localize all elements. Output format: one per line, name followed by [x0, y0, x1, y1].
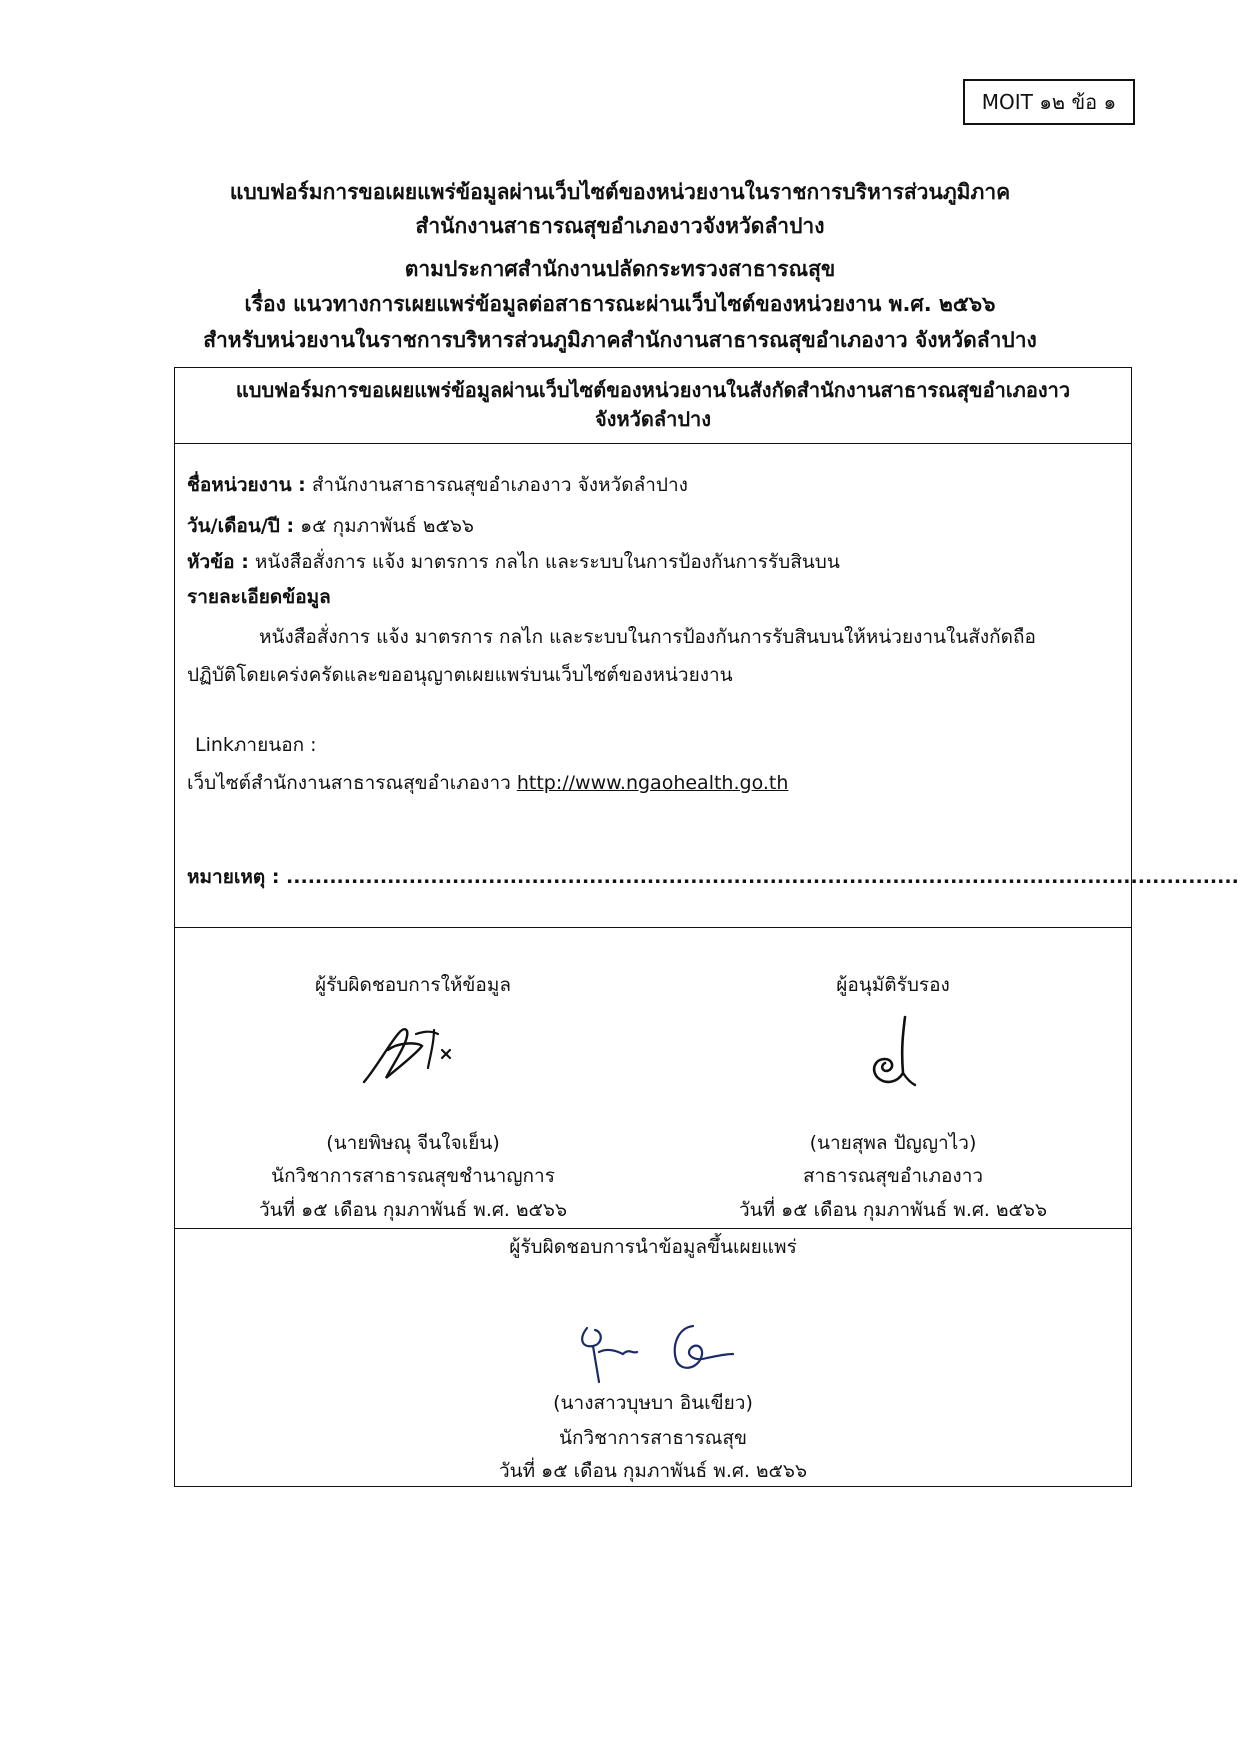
- header-line-4: เรื่อง แนวทางการเผยแพร่ข้อมูลต่อสาธารณะผ่านเว็บไซต์ของหน่วยงาน พ.ศ. ๒๕๖๖: [244, 292, 996, 316]
- provider-signature-icon: [358, 1016, 468, 1091]
- publisher-role: ผู้รับผิดชอบการนำข้อมูลขึ้นเผยแพร่: [509, 1236, 797, 1258]
- website-row: [187, 770, 788, 796]
- publisher-signature-icon: [573, 1318, 743, 1388]
- provider-position: นักวิชาการสาธารณสุขชำนาญการ: [271, 1165, 555, 1187]
- header-line-2: สำนักงานสาธารณสุขอำเภองาวจังหวัดลำปาง: [415, 214, 825, 238]
- date-label: วัน/เดือน/ปี :: [187, 515, 295, 537]
- header-line-5: สำหรับหน่วยงานในราชการบริหารส่วนภูมิภาคสำนักงานสาธารณสุขอำเภองาว จังหวัดลำปาง: [203, 328, 1037, 352]
- publisher-section-divider: [175, 1228, 1131, 1229]
- approver-position: สาธารณสุขอำเภองาว: [802, 1165, 984, 1187]
- note-label: หมายเหตุ :: [187, 866, 280, 888]
- provider-name: (นายพิษณุ จีนใจเย็น): [326, 1132, 500, 1154]
- topic-label: หัวข้อ :: [187, 551, 249, 573]
- form-code-box: [963, 79, 1135, 125]
- form-code-text: MOIT ๑๒ ข้อ ๑: [981, 90, 1117, 114]
- publisher-name: (นางสาวบุษบา อินเขียว): [553, 1392, 753, 1414]
- agency-label: ชื่อหน่วยงาน :: [187, 474, 306, 496]
- header-line-3: ตามประกาศสำนักงานปลัดกระทรวงสาธารณสุข: [404, 257, 836, 281]
- topic-value: หนังสือสั่งการ แจ้ง มาตรการ กลไก และระบบในการป้องกันการรับสินบน: [248, 551, 840, 573]
- note-row: [187, 864, 1239, 890]
- link-label: Linkภายนอก :: [195, 734, 317, 756]
- signature-section-divider: [175, 927, 1131, 928]
- topic-row: [187, 549, 840, 575]
- note-dots: ....................................................................................................................................: [279, 866, 1239, 888]
- agency-row: [187, 472, 688, 498]
- date-value: ๑๕ กุมภาพันธ์ ๒๕๖๖: [294, 515, 474, 537]
- form-title-line-2: จังหวัดลำปาง: [594, 407, 712, 431]
- agency-value: สำนักงานสาธารณสุขอำเภองาว จังหวัดลำปาง: [305, 474, 688, 496]
- form-title-line-1: แบบฟอร์มการขอเผยแพร่ข้อมูลผ่านเว็บไซต์ของหน่วยงานในสังกัดสำนักงานสาธารณสุขอำเภองาว: [235, 378, 1071, 402]
- approver-date: วันที่ ๑๕ เดือน กุมภาพันธ์ พ.ศ. ๒๕๖๖: [738, 1199, 1048, 1221]
- details-line-2: ปฏิบัติโดยเคร่งครัดและขออนุญาตเผยแพร่บนเว็บไซต์ของหน่วยงาน: [187, 664, 733, 686]
- details-line-1: หนังสือสั่งการ แจ้ง มาตรการ กลไก และระบบในการป้องกันการรับสินบนให้หน่วยงานในสังกัดถือ: [259, 626, 1036, 648]
- approver-name: (นายสุพล ปัญญาไว): [809, 1132, 977, 1154]
- form-title: [175, 368, 1131, 444]
- provider-date: วันที่ ๑๕ เดือน กุมภาพันธ์ พ.ศ. ๒๕๖๖: [258, 1199, 568, 1221]
- header-line-1: แบบฟอร์มการขอเผยแพร่ข้อมูลผ่านเว็บไซต์ของหน่วยงานในราชการบริหารส่วนภูมิภาค: [229, 180, 1011, 204]
- approver-role: ผู้อนุมัติรับรอง: [836, 974, 950, 996]
- provider-role: ผู้รับผิดชอบการให้ข้อมูล: [315, 974, 511, 996]
- publisher-position: นักวิชาการสาธารณสุข: [558, 1427, 748, 1449]
- approver-signature-icon: [857, 1013, 927, 1093]
- form-box: [174, 367, 1239, 1487]
- website-text: เว็บไซต์สำนักงานสาธารณสุขอำเภองาว: [187, 772, 511, 794]
- details-label: รายละเอียดข้อมูล: [187, 586, 331, 608]
- date-row: [187, 513, 474, 539]
- publisher-date: วันที่ ๑๕ เดือน กุมภาพันธ์ พ.ศ. ๒๕๖๖: [498, 1460, 808, 1482]
- website-link[interactable]: http://www.ngaohealth.go.th: [516, 772, 789, 794]
